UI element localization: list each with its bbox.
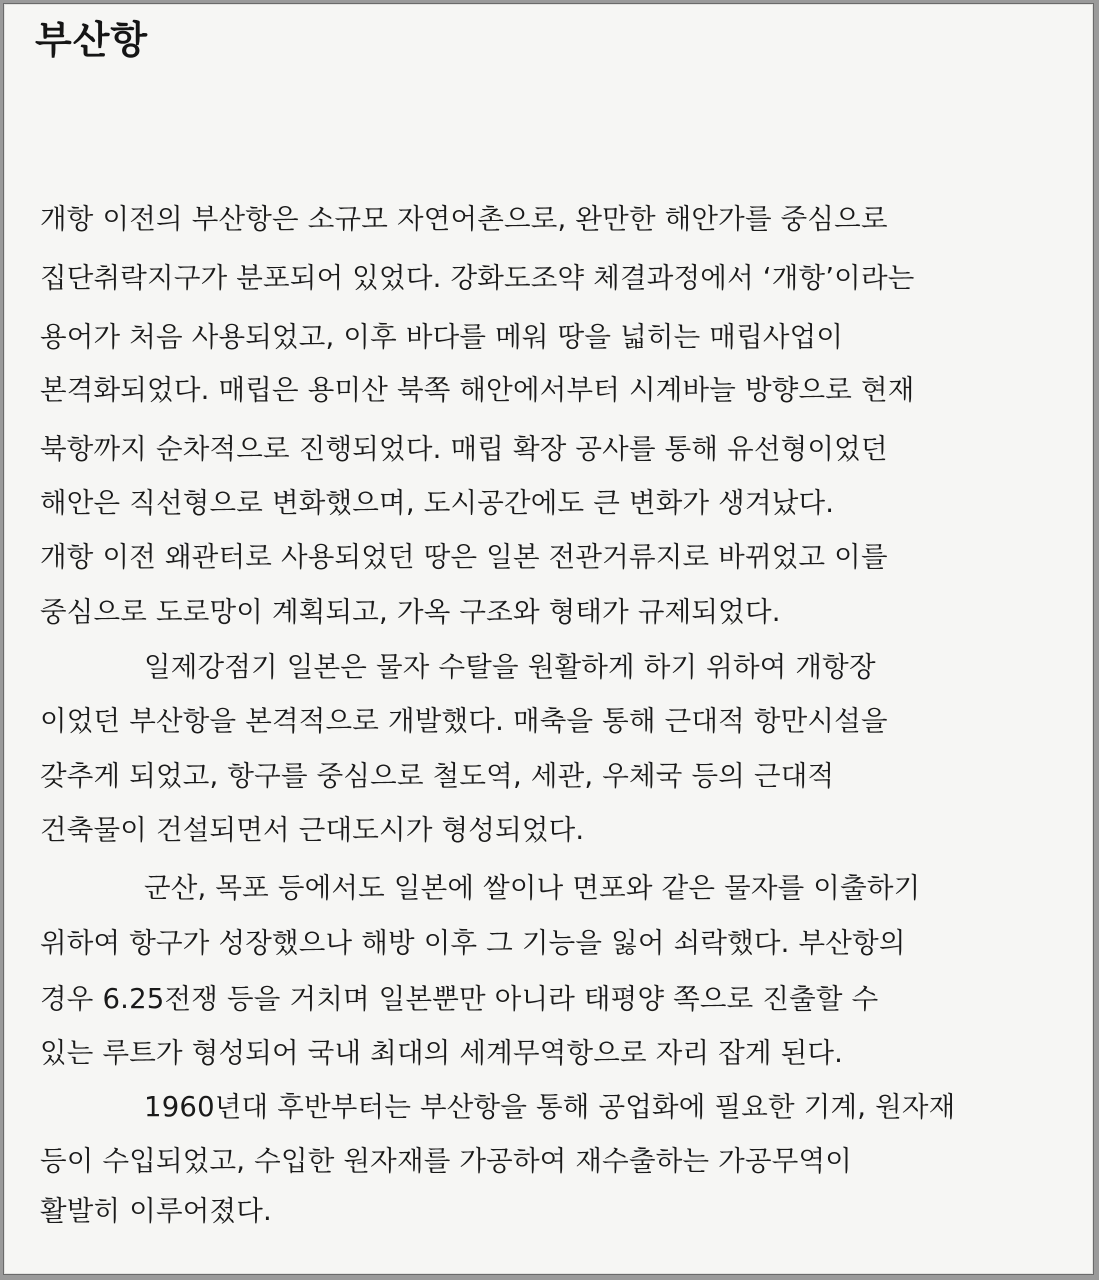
body-line: 활발히 이루어졌다. (40, 1195, 273, 1227)
info-panel (3, 3, 1094, 1275)
body-line: 위하여 항구가 성장했으나 해방 이후 그 기능을 잃어 쇠락했다. 부산항의 (40, 927, 906, 959)
body-line: 건축물이 건설되면서 근대도시가 형성되었다. (40, 814, 585, 846)
body-line: 있는 루트가 형성되어 국내 최대의 세계무역항으로 자리 잡게 된다. (40, 1037, 844, 1069)
body-line: 갖추게 되었고, 항구를 중심으로 철도역, 세관, 우체국 등의 근대적 (40, 760, 835, 792)
body-line: 경우 6.25전쟁 등을 거치며 일본뿐만 아니라 태평양 쪽으로 진출할 수 (40, 983, 879, 1015)
body-line: 군산, 목포 등에서도 일본에 쌀이나 면포와 같은 물자를 이출하기 (144, 872, 921, 904)
body-line: 본격화되었다. 매립은 용미산 북쪽 해안에서부터 시계바늘 방향으로 현재 (40, 374, 915, 406)
body-line: 이었던 부산항을 본격적으로 개발했다. 매축을 통해 근대적 항만시설을 (40, 705, 888, 737)
body-line: 개항 이전 왜관터로 사용되었던 땅은 일본 전관거류지로 바뀌었고 이를 (40, 541, 888, 573)
page-title: 부산항 (35, 18, 149, 62)
body-line: 1960년대 후반부터는 부산항을 통해 공업화에 필요한 기계, 원자재 (144, 1091, 956, 1123)
body-line: 집단취락지구가 분포되어 있었다. 강화도조약 체결과정에서 ‘개항’이라는 (40, 262, 915, 294)
body-line: 해안은 직선형으로 변화했으며, 도시공간에도 큰 변화가 생겨났다. (40, 487, 835, 519)
body-line: 등이 수입되었고, 수입한 원자재를 가공하여 재수출하는 가공무역이 (40, 1145, 853, 1177)
body-line: 개항 이전의 부산항은 소규모 자연어촌으로, 완만한 해안가를 중심으로 (40, 203, 888, 235)
body-line: 북항까지 순차적으로 진행되었다. 매립 확장 공사를 통해 유선형이었던 (40, 433, 888, 465)
body-line: 용어가 처음 사용되었고, 이후 바다를 메워 땅을 넓히는 매립사업이 (40, 321, 844, 353)
body-line: 일제강점기 일본은 물자 수탈을 원활하게 하기 위하여 개항장 (144, 651, 876, 683)
body-line: 중심으로 도로망이 계획되고, 가옥 구조와 형태가 규제되었다. (40, 596, 781, 628)
